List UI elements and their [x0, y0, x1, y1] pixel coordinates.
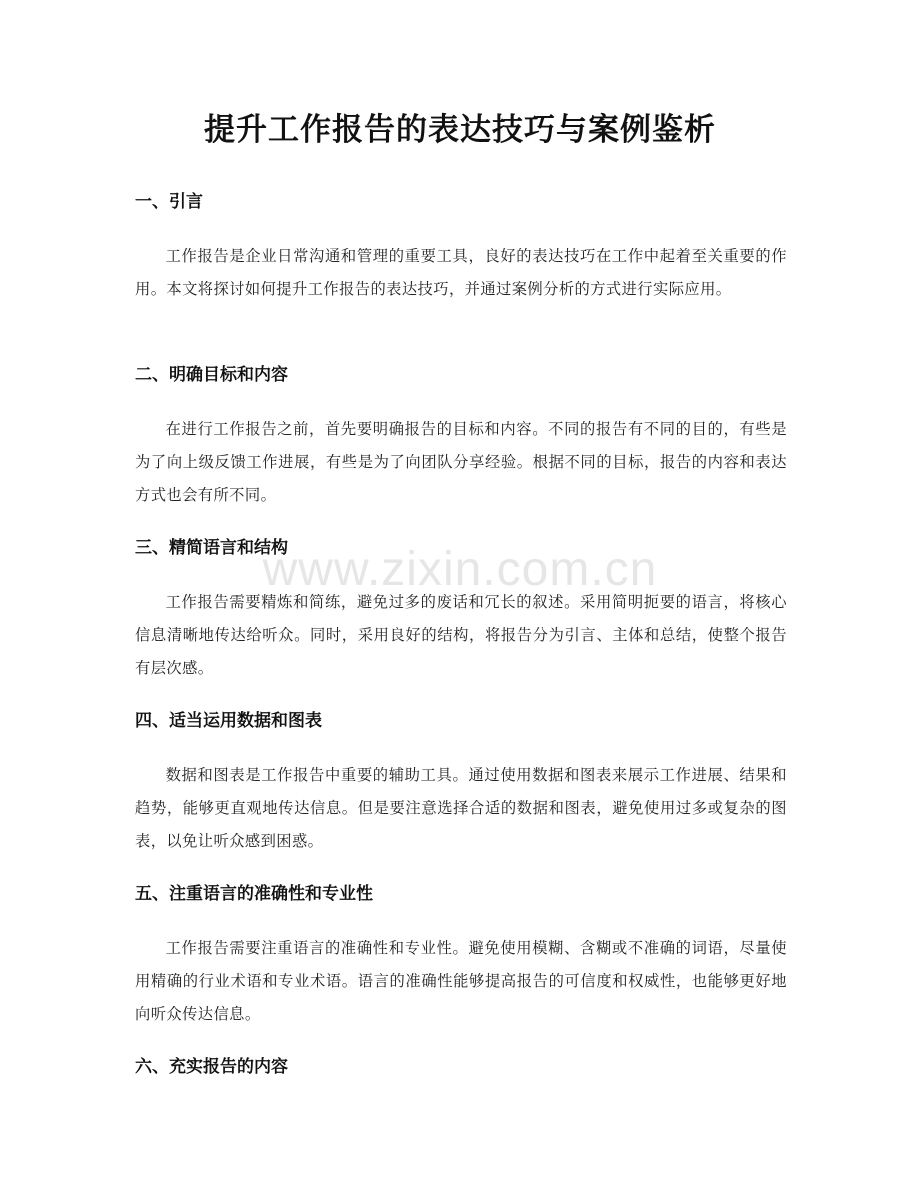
section-heading: 五、注重语言的准确性和专业性 [135, 884, 373, 904]
section-paragraph: 工作报告是企业日常沟通和管理的重要工具，良好的表达技巧在工作中起着至关重要的作用。本文将探讨如何提升工作报告的表达技巧，并通过案例分析的方式进行实际应用。 [135, 247, 787, 298]
section-heading: 六、充实报告的内容 [135, 1057, 288, 1077]
watermark: www.zixin.com.cn [262, 543, 658, 596]
section-heading: 二、明确目标和内容 [135, 365, 288, 385]
section-enrich-content [135, 1053, 787, 1081]
document-title: 提升工作报告的表达技巧与案例鉴析 [204, 112, 716, 148]
section-introduction [135, 188, 787, 306]
section-accuracy [135, 880, 787, 1031]
section-heading: 三、精简语言和结构 [135, 538, 288, 558]
section-paragraph: 在进行工作报告之前，首先要明确报告的目标和内容。不同的报告有不同的目的，有些是为了向上级反馈工作进展，有些是为了向团队分享经验。根据不同的目标，报告的内容和表达方式也会有所不同。 [135, 420, 787, 504]
section-goals-content [135, 361, 787, 512]
section-paragraph: 工作报告需要注重语言的准确性和专业性。避免使用模糊、含糊或不准确的词语，尽量使用精确的行业术语和专业术语。语言的准确性能够提高报告的可信度和权威性，也能够更好地向听众传达信息。 [135, 939, 787, 1023]
section-heading: 四、适当运用数据和图表 [135, 711, 322, 731]
section-concise-language [135, 534, 787, 685]
section-paragraph: 工作报告需要精炼和简练，避免过多的废话和冗长的叙述。采用简明扼要的语言，将核心信息清晰地传达给听众。同时，采用良好的结构，将报告分为引言、主体和总结，使整个报告有层次感。 [135, 593, 787, 677]
section-paragraph: 数据和图表是工作报告中重要的辅助工具。通过使用数据和图表来展示工作进展、结果和趋势，能够更直观地传达信息。但是要注意选择合适的数据和图表，避免使用过多或复杂的图表，以免让听众感到困惑。 [135, 766, 787, 850]
section-data-charts [135, 707, 787, 858]
section-heading: 一、引言 [135, 192, 203, 212]
